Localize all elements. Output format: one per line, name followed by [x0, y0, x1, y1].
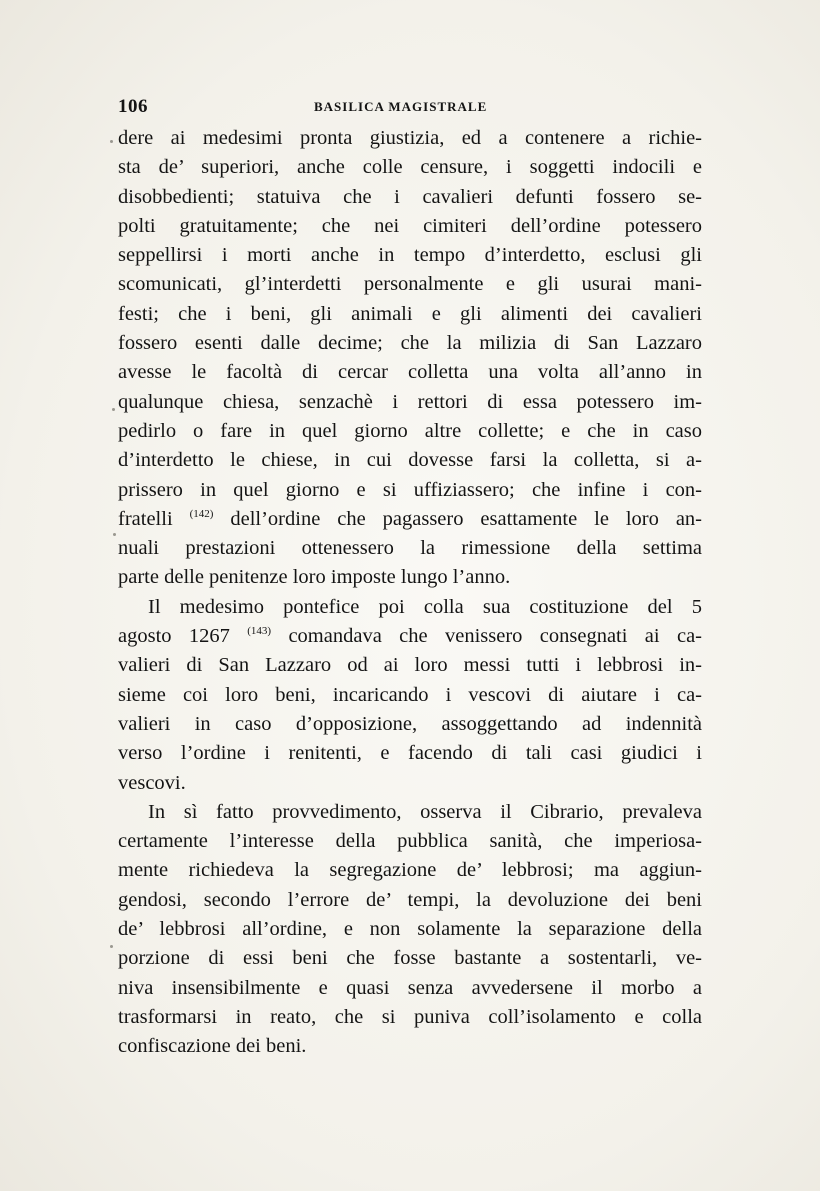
text-line — [118, 241, 702, 270]
text-segment: avesse le facoltà di cercar colletta una volta all’anno in — [118, 361, 702, 384]
text-segment: sta de’ superiori, anche colle censure, i soggetti indocili e — [118, 156, 702, 179]
running-head: BASILICA MAGISTRALE — [314, 99, 488, 114]
margin-mark — [110, 140, 113, 143]
text-segment: fratelli — [118, 507, 190, 530]
text-line — [118, 769, 702, 798]
text-line — [118, 476, 702, 505]
text-segment: In sì fatto provvedimento, osserva il Cibrario, prevaleva — [148, 800, 702, 823]
text-segment: dere ai medesimi pronta giustizia, ed a contenere a richie- — [118, 127, 702, 149]
footnote-ref: (142) — [189, 507, 214, 520]
text-segment: verso l’ordine i renitenti, e facendo di tali casi giudici i — [118, 742, 702, 765]
text-segment: niva insensibilmente e quasi senza avvedersene il morbo a — [118, 976, 702, 999]
page-number: 106 — [118, 96, 148, 117]
text-segment: valieri in caso d’opposizione, assoggettando ad indennità — [118, 712, 702, 735]
margin-mark — [110, 945, 113, 948]
text-segment: vescovi. — [118, 771, 186, 794]
text-line — [118, 739, 702, 768]
text-line — [118, 388, 702, 417]
text-segment: festi; che i beni, gli animali e gli alimenti dei cavalieri — [118, 302, 702, 325]
text-segment: parte delle penitenze loro imposte lungo l’anno. — [118, 566, 511, 589]
text-line — [118, 915, 702, 944]
text-segment: sieme coi loro beni, incaricando i vescovi di aiutare i ca- — [118, 683, 702, 706]
text-segment: de’ lebbrosi all’ordine, e non solamente la separazione della — [118, 918, 702, 941]
text-segment: qualunque chiesa, senzachè i rettori di essa potessero im- — [118, 390, 702, 413]
text-segment: porzione di essi beni che fosse bastante a sostentarli, ve- — [118, 947, 702, 970]
text-line — [118, 710, 702, 739]
footnote-ref: (143) — [247, 625, 272, 638]
page-header — [118, 96, 708, 118]
text-segment: disobbedienti; statuiva che i cavalieri defunti fossero se- — [118, 185, 702, 208]
text-line — [118, 1032, 702, 1061]
text-line — [118, 651, 702, 680]
text-segment: d’interdetto le chiese, in cui dovesse farsi la colletta, si a- — [118, 449, 702, 472]
margin-mark — [112, 408, 115, 411]
text-segment: prissero in quel giorno e si uffiziassero; che infine i con- — [118, 478, 702, 501]
text-line — [118, 593, 702, 622]
text-segment: certamente l’interesse della pubblica sanità, che imperiosa- — [118, 830, 702, 853]
text-segment: nuali prestazioni ottenessero la rimessione della settima — [118, 537, 702, 560]
text-segment: gendosi, secondo l’errore de’ tempi, la devoluzione dei beni — [118, 888, 702, 911]
text-segment: pedirlo o fare in quel giorno altre collette; e che in caso — [118, 419, 702, 442]
text-line — [118, 798, 702, 827]
text-line — [118, 1003, 702, 1032]
text-line — [118, 329, 702, 358]
text-segment: agosto 1267 — [118, 625, 248, 648]
text-line — [118, 534, 702, 563]
text-line — [118, 270, 702, 299]
text-line — [118, 886, 702, 915]
text-segment: trasformarsi in reato, che si puniva coll’isolamento e colla — [118, 1005, 702, 1028]
text-line — [118, 300, 702, 329]
text-line — [118, 153, 702, 182]
text-line — [118, 417, 702, 446]
text-line — [118, 622, 702, 651]
text-line — [118, 856, 702, 885]
body-text — [118, 124, 702, 1062]
text-line — [118, 358, 702, 387]
margin-mark — [113, 533, 116, 536]
text-line — [118, 974, 702, 1003]
text-line — [118, 681, 702, 710]
text-segment: seppellirsi i morti anche in tempo d’interdetto, esclusi gli — [118, 244, 702, 267]
text-line — [118, 183, 702, 212]
text-line — [118, 563, 702, 592]
text-line — [118, 827, 702, 856]
text-segment: confiscazione dei beni. — [118, 1035, 307, 1058]
text-segment: Il medesimo pontefice poi colla sua costituzione del 5 — [148, 595, 702, 618]
text-line — [118, 944, 702, 973]
text-segment: dell’ordine che pagassero esattamente le loro an- — [213, 507, 702, 530]
text-segment: polti gratuitamente; che nei cimiteri dell’ordine potessero — [118, 214, 702, 237]
text-line — [118, 212, 702, 241]
text-segment: fossero esenti dalle decime; che la milizia di San Lazzaro — [118, 332, 702, 355]
text-segment: mente richiedeva la segregazione de’ lebbrosi; ma aggiun- — [118, 859, 702, 882]
text-line — [118, 124, 702, 153]
text-line — [118, 446, 702, 475]
text-segment: comandava che venissero consegnati ai ca- — [271, 625, 702, 648]
text-segment: valieri di San Lazzaro od ai loro messi tutti i lebbrosi in- — [118, 654, 702, 677]
text-segment: scomunicati, gl’interdetti personalmente e gli usurai mani- — [118, 273, 702, 296]
text-line — [118, 505, 702, 534]
